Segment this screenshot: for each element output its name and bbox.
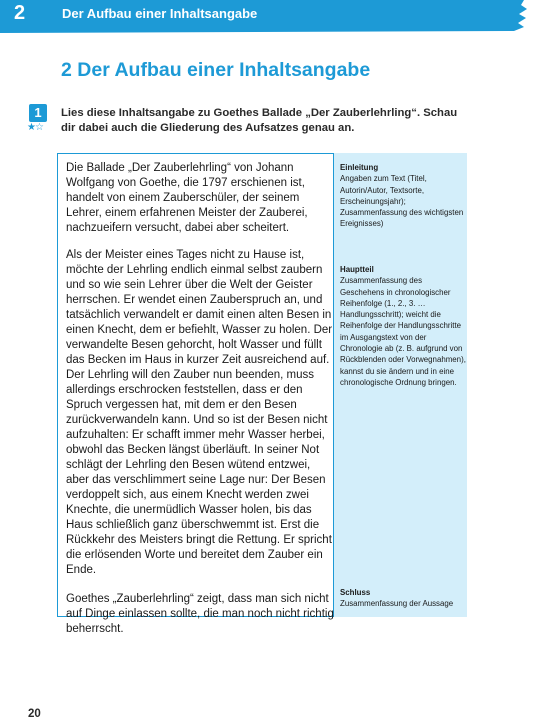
chapter-banner <box>0 0 541 33</box>
note-main-part <box>340 264 466 388</box>
task-number-badge: 1 <box>29 104 47 122</box>
note-introduction-text: Angaben zum Text (Titel, Autorin/Autor, Textsorte, Erscheinungsjahr); Zusammenfassung des wichtigsten Ereignisses) <box>340 174 464 229</box>
essay-main-part: Als der Meister eines Tages nicht zu Hause ist, möchte der Lehrling endlich einmal selbst zaubern und so wie sein Lehrer über die Welt der Geister herrschen. Er wendet einen Zauberspruch an, und tatsächlich verwandelt er damit einen alten Besen in einen Knecht, dem er befiehlt, Wasser zu holen. Der verwandelte Besen gehorcht, holt Wasser und füllt das Becken im Haus in kurzer Zeit ausreichend auf. Der Lehrling will den Zauber nun beenden, muss allerdings erschrocken feststellen, dass er den Spruch vergessen hat, mit dem er den Besen zurückverwandeln kann. Und so ist der Besen nicht aufzuhalten: Er schafft immer mehr Wasser herbei, obwohl das Becken längst überläuft. In seiner Not schlägt der Lehrling den Besen wütend entzwei, aber das verschlimmert seine Lage nur: Der Besen verdoppelt sich, aus einem Knecht werden zwei Knechte, die unermüdlich Wasser holen, bis das Haus schließlich ganz überschwemmt ist. Erst die Rückkehr des Meisters bringt die Rettung. Er spricht die erlösenden Worte und bereitet dem Zauber ein Ende. <box>66 249 333 576</box>
page-number: 20 <box>28 708 41 720</box>
chapter-title: Der Aufbau einer Inhaltsangabe <box>62 6 258 21</box>
essay-conclusion: Goethes „Zauberlehrling“ zeigt, dass man sich nicht auf Dinge einlassen sollte, die man noch nicht richtig beherrscht. <box>66 593 334 635</box>
note-conclusion <box>340 587 466 610</box>
note-introduction-heading: Einleitung <box>340 163 379 172</box>
note-main-part-heading: Hauptteil <box>340 265 374 274</box>
note-conclusion-text: Zusammenfassung der Aussage <box>340 599 454 609</box>
note-introduction <box>340 162 466 230</box>
note-main-part-text: Zusammenfassung des Geschehens in chronologischer Reihenfolge (1., 2., 3. … Handlungsschritt); weicht die Reihenfolge der Handlungsschritte im Ausgangstext von der Chronologie ab (z. B. aufgrund von Rückblenden oder Vorwegnahmen), kannst du sie ändern und in eine chronologische Ordnung bringen. <box>340 276 466 387</box>
summary-essay <box>66 161 334 637</box>
chapter-number: 2 <box>14 2 26 24</box>
essay-introduction: Die Ballade „Der Zauberlehrling“ von Johann Wolfgang von Goethe, die 1797 erschienen ist, handelt von einem Zauberschüler, der seinem Lehrer, einem erfahrenen Meister der Zauberei, nachzueifern versucht, dabei aber scheitert. <box>66 162 308 234</box>
note-conclusion-heading: Schluss <box>340 588 371 597</box>
difficulty-stars-icon: ★☆ <box>27 122 43 133</box>
page-title: 2 Der Aufbau einer Inhaltsangabe <box>61 59 371 81</box>
task-instruction: Lies diese Inhaltsangabe zu Goethes Ballade „Der Zauberlehrling“. Schau dir dabei auch die Gliederung des Aufsatzes genau an. <box>61 107 458 134</box>
